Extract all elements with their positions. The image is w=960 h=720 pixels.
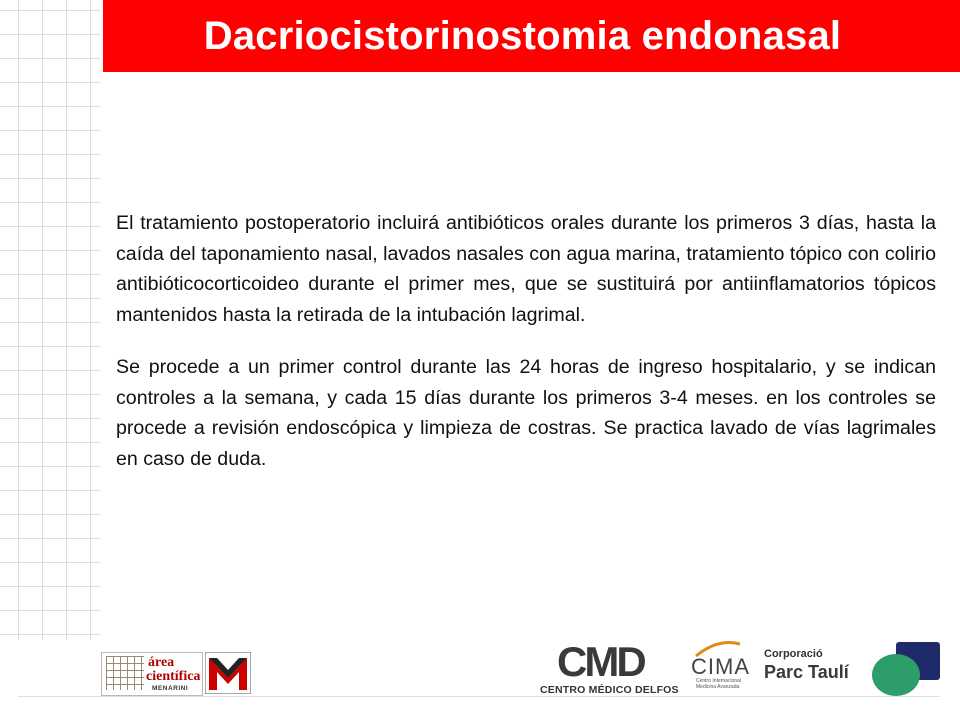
logo-area-line2: científica: [146, 669, 201, 684]
tauli-circle-icon: [872, 654, 920, 696]
menarini-m-icon: [205, 652, 251, 694]
tauli-line1: Corporació: [764, 648, 823, 660]
slide-title: Dacriocistorinostomia endonasal: [203, 13, 842, 58]
title-bar: [103, 0, 960, 72]
area-cientifica-logo: [101, 652, 203, 696]
cima-subtitle: Centro Internacional Medicina Avanzada: [696, 678, 742, 690]
cmd-subtitle: CENTRO MÉDICO DELFOS: [540, 684, 679, 696]
cmd-wordmark: CMD: [557, 638, 644, 685]
cima-wordmark: CIMA: [691, 654, 750, 679]
parc-tauli-logo: [762, 640, 942, 698]
cima-logo: [688, 638, 748, 698]
paragraph-postoperative: El tratamiento postoperatorio incluirá antibióticos orales durante los primeros 3 días, hasta la caída del taponamiento nasal, lavados nasales con agua marina, tratamiento tópico con colirio antibióticocorticoideo durante el primer mes, que se sustituirá por antiinflamatorios tópicos mantenidos hasta la retirada de la intubación lagrimal.: [116, 212, 936, 326]
centro-medico-delfos-logo: [540, 638, 679, 698]
decorative-grid: [0, 0, 100, 640]
slide-body: [116, 208, 936, 496]
tauli-line2: Parc Taulí: [764, 662, 849, 682]
grid-icon: [106, 656, 144, 690]
logo-area-line1: área: [148, 655, 175, 670]
logo-area-line3: MENARINI: [152, 685, 189, 692]
paragraph-controls: Se procede a un primer control durante las 24 horas de ingreso hospitalario, y se indican controles a la semana, y cada 15 días durante los primeros 3-4 meses. en los controles se procede a revisión endoscópica y limpieza de costras. Se practica lavado de vías lagrimales en caso de duda.: [116, 356, 936, 470]
